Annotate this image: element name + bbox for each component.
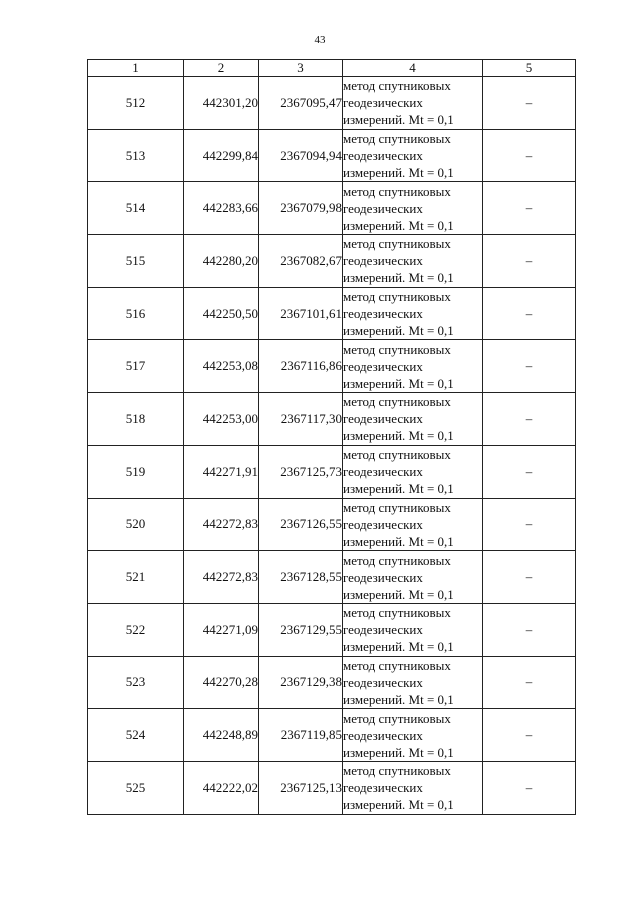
header-col-3: 3 — [259, 60, 343, 77]
method-cell: метод спутниковых геодезических измерений. Mt = 0,1 — [343, 551, 483, 604]
point-number-cell: 523 — [88, 656, 184, 709]
table-body — [88, 77, 576, 815]
table-row — [88, 603, 576, 656]
y-coordinate-cell: 2367119,85 — [259, 709, 343, 762]
point-number-cell: 525 — [88, 761, 184, 814]
x-coordinate-cell: 442248,89 — [184, 709, 259, 762]
header-col-2: 2 — [184, 60, 259, 77]
x-coordinate-cell: 442301,20 — [184, 77, 259, 130]
table-row — [88, 393, 576, 446]
note-cell: – — [483, 551, 576, 604]
point-number-cell: 520 — [88, 498, 184, 551]
table-row — [88, 709, 576, 762]
x-coordinate-cell: 442271,09 — [184, 603, 259, 656]
table-row — [88, 551, 576, 604]
method-cell: метод спутниковых геодезических измерений. Mt = 0,1 — [343, 182, 483, 235]
method-cell: метод спутниковых геодезических измерений. Mt = 0,1 — [343, 709, 483, 762]
note-cell: – — [483, 656, 576, 709]
note-cell: – — [483, 340, 576, 393]
table-row — [88, 656, 576, 709]
note-cell: – — [483, 182, 576, 235]
method-cell: метод спутниковых геодезических измерений. Mt = 0,1 — [343, 603, 483, 656]
x-coordinate-cell: 442270,28 — [184, 656, 259, 709]
table-header — [88, 60, 576, 77]
method-cell: метод спутниковых геодезических измерений. Mt = 0,1 — [343, 129, 483, 182]
x-coordinate-cell: 442299,84 — [184, 129, 259, 182]
y-coordinate-cell: 2367095,47 — [259, 77, 343, 130]
header-col-4: 4 — [343, 60, 483, 77]
note-cell: – — [483, 761, 576, 814]
y-coordinate-cell: 2367129,38 — [259, 656, 343, 709]
method-cell: метод спутниковых геодезических измерений. Mt = 0,1 — [343, 77, 483, 130]
table-row — [88, 182, 576, 235]
point-number-cell: 516 — [88, 287, 184, 340]
x-coordinate-cell: 442253,00 — [184, 393, 259, 446]
header-col-1: 1 — [88, 60, 184, 77]
page-number: 43 — [314, 34, 326, 46]
x-coordinate-cell: 442250,50 — [184, 287, 259, 340]
y-coordinate-cell: 2367117,30 — [259, 393, 343, 446]
note-cell: – — [483, 445, 576, 498]
method-cell: метод спутниковых геодезических измерений. Mt = 0,1 — [343, 235, 483, 288]
note-cell: – — [483, 393, 576, 446]
x-coordinate-cell: 442222,02 — [184, 761, 259, 814]
coordinates-table — [87, 59, 576, 815]
x-coordinate-cell: 442271,91 — [184, 445, 259, 498]
note-cell: – — [483, 129, 576, 182]
table-row — [88, 340, 576, 393]
y-coordinate-cell: 2367126,55 — [259, 498, 343, 551]
y-coordinate-cell: 2367129,55 — [259, 603, 343, 656]
point-number-cell: 521 — [88, 551, 184, 604]
note-cell: – — [483, 77, 576, 130]
x-coordinate-cell: 442253,08 — [184, 340, 259, 393]
header-row — [88, 60, 576, 77]
note-cell: – — [483, 709, 576, 762]
method-cell: метод спутниковых геодезических измерений. Mt = 0,1 — [343, 498, 483, 551]
y-coordinate-cell: 2367125,13 — [259, 761, 343, 814]
table-row — [88, 287, 576, 340]
point-number-cell: 524 — [88, 709, 184, 762]
method-cell: метод спутниковых геодезических измерений. Mt = 0,1 — [343, 445, 483, 498]
point-number-cell: 518 — [88, 393, 184, 446]
method-cell: метод спутниковых геодезических измерений. Mt = 0,1 — [343, 287, 483, 340]
y-coordinate-cell: 2367116,86 — [259, 340, 343, 393]
table-row — [88, 77, 576, 130]
y-coordinate-cell: 2367125,73 — [259, 445, 343, 498]
y-coordinate-cell: 2367082,67 — [259, 235, 343, 288]
x-coordinate-cell: 442272,83 — [184, 551, 259, 604]
note-cell: – — [483, 603, 576, 656]
table-row — [88, 498, 576, 551]
table-row — [88, 445, 576, 498]
point-number-cell: 515 — [88, 235, 184, 288]
note-cell: – — [483, 235, 576, 288]
y-coordinate-cell: 2367101,61 — [259, 287, 343, 340]
method-cell: метод спутниковых геодезических измерений. Mt = 0,1 — [343, 340, 483, 393]
method-cell: метод спутниковых геодезических измерений. Mt = 0,1 — [343, 761, 483, 814]
point-number-cell: 517 — [88, 340, 184, 393]
point-number-cell: 522 — [88, 603, 184, 656]
y-coordinate-cell: 2367128,55 — [259, 551, 343, 604]
method-cell: метод спутниковых геодезических измерений. Mt = 0,1 — [343, 656, 483, 709]
point-number-cell: 514 — [88, 182, 184, 235]
note-cell: – — [483, 287, 576, 340]
table-row — [88, 235, 576, 288]
x-coordinate-cell: 442280,20 — [184, 235, 259, 288]
x-coordinate-cell: 442283,66 — [184, 182, 259, 235]
point-number-cell: 512 — [88, 77, 184, 130]
table-row — [88, 761, 576, 814]
y-coordinate-cell: 2367079,98 — [259, 182, 343, 235]
y-coordinate-cell: 2367094,94 — [259, 129, 343, 182]
x-coordinate-cell: 442272,83 — [184, 498, 259, 551]
point-number-cell: 513 — [88, 129, 184, 182]
table-row — [88, 129, 576, 182]
note-cell: – — [483, 498, 576, 551]
point-number-cell: 519 — [88, 445, 184, 498]
method-cell: метод спутниковых геодезических измерений. Mt = 0,1 — [343, 393, 483, 446]
header-col-5: 5 — [483, 60, 576, 77]
